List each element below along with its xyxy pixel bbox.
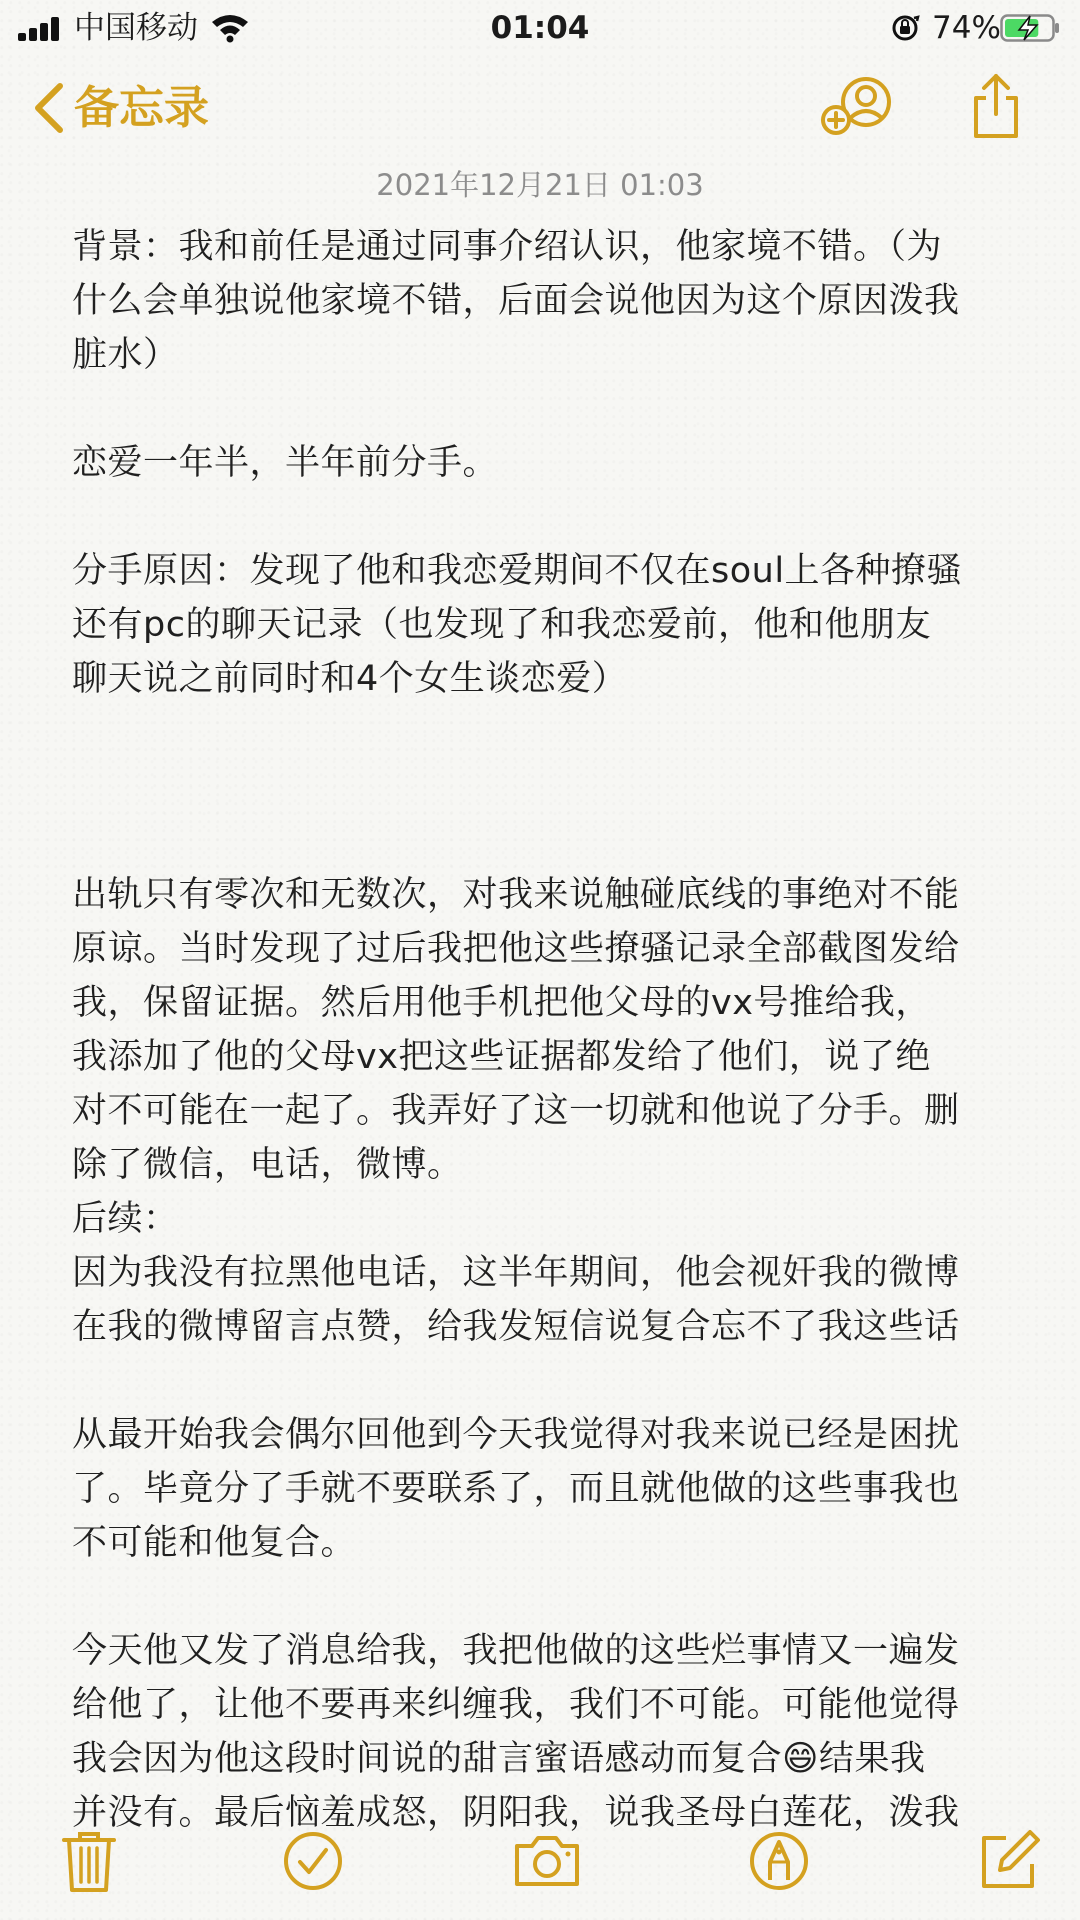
status-bar bbox=[0, 0, 1080, 58]
chevron-left-icon bbox=[30, 80, 66, 136]
trash-icon bbox=[56, 1828, 122, 1894]
back-button[interactable] bbox=[30, 76, 209, 140]
markup-button[interactable] bbox=[746, 1828, 812, 1894]
camera-button[interactable] bbox=[512, 1828, 582, 1894]
checklist-button[interactable] bbox=[280, 1828, 346, 1894]
add-person-icon[interactable] bbox=[818, 76, 900, 140]
delete-button[interactable] bbox=[56, 1828, 122, 1894]
note-content[interactable]: 背景：我和前任是通过同事介绍认识，他家境不错。（为 什么会单独说他家境不错，后面会说他因为这个原因泼我 脏水） 恋爱一年半，半年前分手。 分手原因：发现了他和我恋爱期间不仅在soul上各种撩骚 还有pc的聊天记录（也发现了和我恋爱前，他和他朋友 聊天说之前同时和4个女生谈恋爱） 出轨只有零次和无数次，对我来说触碰底线的事绝对不能 原谅。当时发现了过后我把他这些撩骚记录全部截图发给 我，保留证据。然后用他手机把他父母的vx号推给我， 我添加了他的父母vx把这些证据都发给了他们，说了绝 对不可能在一起了。我弄好了这一切就和他说了分手。删 除了微信，电话，微博。 后续： 因为我没有拉黑他电话，这半年期间，他会视奸我的微博 在我的微博留言点赞，给我发短信说复合忘不了我这些话 从最开始我会偶尔回他到今天我觉得对我来说已经是困扰 了。毕竟分了手就不要联系了，而且就他做的这些事我也 不可能和他复合。 今天他又发了消息给我，我把他做的这些烂事情又一遍发 给他了，让他不要再来纠缠我，我们不可能。可能他觉得 我会因为他这段时间说的甜言蜜语感动而复合😄结果我 并没有。最后恼羞成怒，阴阳我，说我圣母白莲花，泼我 bbox=[72, 227, 963, 1833]
orientation-lock-icon bbox=[890, 13, 920, 43]
bottom-toolbar bbox=[0, 1810, 1080, 1920]
carrier-name: 中国移动 bbox=[74, 10, 198, 46]
camera-icon bbox=[512, 1828, 582, 1894]
markup-pen-icon bbox=[746, 1828, 812, 1894]
navigation-bar bbox=[0, 68, 1080, 150]
share-icon[interactable] bbox=[968, 72, 1024, 142]
battery-percentage: 74% bbox=[932, 10, 1001, 46]
compose-icon bbox=[976, 1828, 1042, 1894]
compose-button[interactable] bbox=[976, 1828, 1042, 1894]
checkmark-circle-icon bbox=[280, 1828, 346, 1894]
battery-charging-icon bbox=[1000, 14, 1060, 42]
status-time: 01:04 bbox=[490, 10, 590, 46]
note-date: 2021年12月21日 01:03 bbox=[376, 168, 704, 202]
back-label: 备忘录 bbox=[74, 81, 210, 134]
